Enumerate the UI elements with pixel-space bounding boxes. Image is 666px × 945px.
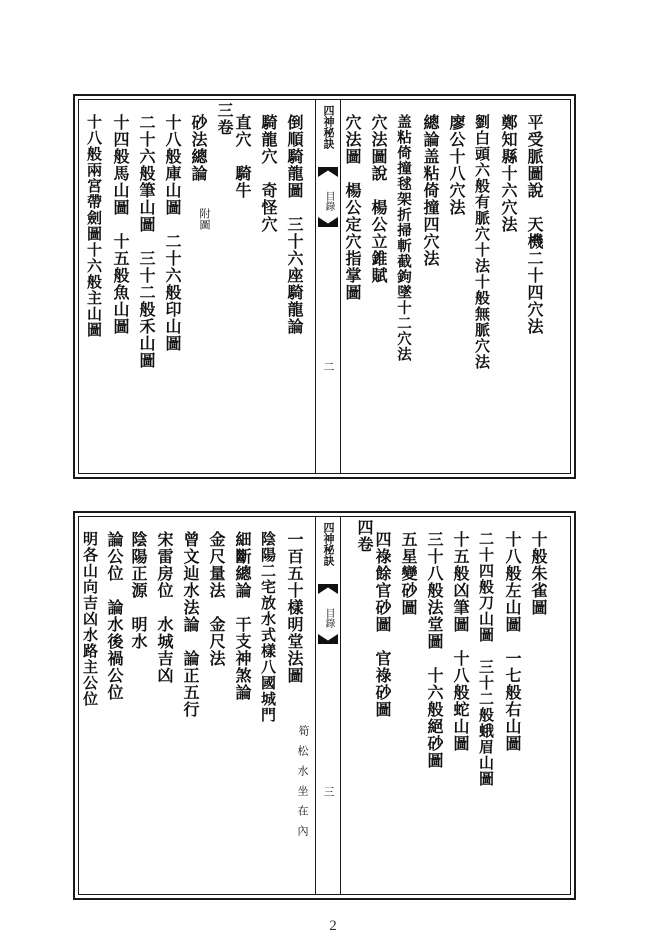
strip-section: 目錄	[323, 191, 334, 211]
text-column: 一百五十樣明堂法圖	[285, 531, 304, 684]
strip-title: 四神秘訣	[322, 522, 335, 566]
fishtail-mark-icon	[318, 167, 338, 177]
small-note: 在	[296, 805, 309, 816]
center-fold-strip	[315, 516, 341, 895]
text-column: 鄭知縣十六穴法	[499, 114, 518, 233]
small-note: 內	[296, 825, 309, 836]
text-column: 二十四般刀山圖 三十二般蛾眉山圖	[477, 531, 495, 787]
fishtail-mark-icon	[318, 217, 338, 227]
text-column: 四祿餘官砂圖 官祿砂圖	[373, 531, 392, 718]
text-column: 平受脈圖說 天機二十四穴法	[525, 114, 544, 335]
text-column: 曾文辿水法論 論正五行	[181, 531, 200, 718]
volume-heading: 三卷	[215, 102, 234, 136]
fishtail-mark-icon	[318, 584, 338, 594]
small-note: 松	[296, 745, 309, 756]
text-column: 陰陽正源 明水	[129, 531, 148, 650]
text-column: 三十八般法堂圖 十六般絕砂圖	[425, 531, 444, 769]
text-column: 騎龍穴 奇怪穴	[259, 114, 278, 233]
text-column: 總論盖粘倚撞四穴法	[421, 114, 440, 267]
text-column: 五星變砂圖	[399, 531, 418, 616]
text-column: 盖粘倚撞毬架折掃斬截鉤墜十二穴法	[395, 114, 412, 362]
text-column: 穴法圖 楊公定穴指掌圖	[343, 114, 362, 301]
text-column: 十八般庫山圖 二十六般印山圖	[163, 114, 182, 352]
text-column: 劉白頭六般有脈穴十法十般無脈穴法	[473, 114, 491, 370]
text-column: 論公位 論水後禍公位	[105, 531, 124, 701]
top-page-panel	[73, 94, 576, 479]
small-note: 附圖	[198, 208, 211, 230]
text-column: 砂法總論	[189, 114, 208, 182]
small-note: 筍	[297, 725, 310, 736]
text-column: 陰陽二宅放水式樣八國城門	[259, 531, 277, 723]
text-column: 金尺量法 金尺法	[207, 531, 226, 667]
strip-page-label: 二	[322, 361, 335, 372]
strip-page-label: 三	[322, 786, 335, 797]
text-column: 十八般左山圖 一七般右山圖	[503, 531, 522, 752]
strip-section: 目錄	[323, 608, 334, 628]
text-column: 直穴 騎牛	[233, 114, 252, 199]
small-note: 坐	[296, 785, 309, 796]
bottom-page-panel	[73, 511, 576, 900]
volume-heading: 四卷	[355, 519, 374, 553]
text-column: 細斷總論 干支神煞論	[233, 531, 252, 701]
page-number: 2	[329, 918, 337, 934]
text-column: 明各山向吉凶水路主公位	[81, 531, 99, 707]
small-note: 水	[296, 765, 309, 776]
text-column: 穴法圖說 楊公立錐賦	[369, 114, 388, 284]
text-column: 十八般兩宮帶劍圖十六般主山圖	[85, 114, 103, 338]
text-column: 十般朱雀圖	[529, 531, 548, 616]
center-fold-strip	[315, 99, 341, 474]
strip-title: 四神秘訣	[322, 105, 335, 149]
text-column: 倒順騎龍圖 三十六座騎龍論	[285, 114, 304, 335]
text-column: 廖公十八穴法	[447, 114, 466, 216]
text-column: 宋雷房位 水城吉凶	[155, 531, 174, 684]
text-column: 二十六般筆山圖 三十二般禾山圖	[137, 114, 156, 369]
fishtail-mark-icon	[318, 634, 338, 644]
text-column: 十五般凶筆圖 十八般蛇山圖	[451, 531, 470, 752]
text-column: 十四般馬山圖 十五般魚山圖	[111, 114, 130, 335]
